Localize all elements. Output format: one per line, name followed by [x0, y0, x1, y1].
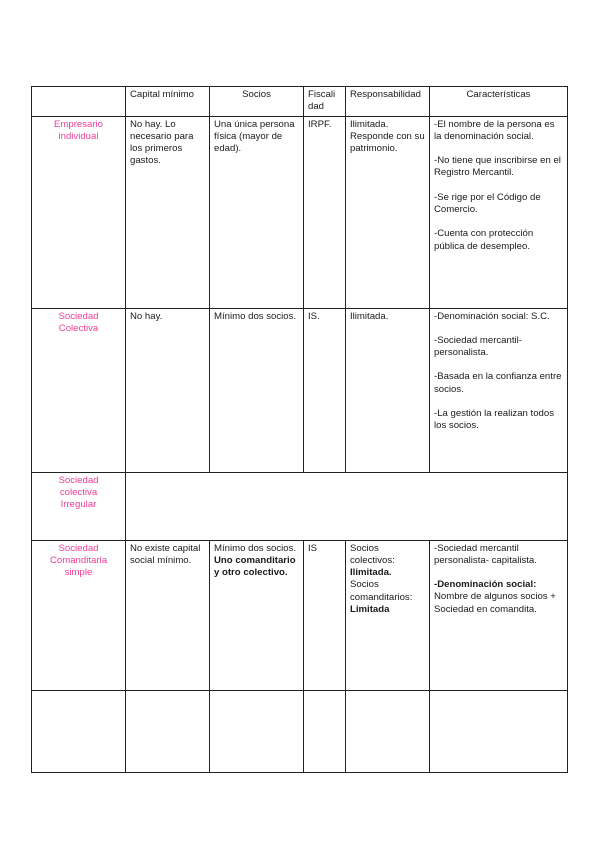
header-fiscalidad-line2: dad	[308, 101, 325, 113]
cell-caracteristicas-colectiva	[430, 308, 568, 472]
caracteristica-item: -No tiene que inscribirse en el Registro Mercantil.	[434, 155, 561, 179]
cell-responsabilidad-colectiva: Ilimitada.	[346, 308, 430, 472]
row-label-colectiva	[32, 308, 126, 472]
caracteristica-item-denominacion	[434, 579, 563, 616]
empty-cell	[210, 690, 304, 772]
cell-socios-empresario: Una única persona física (mayor de edad).	[210, 116, 304, 308]
row-label-irregular-line2: colectiva	[59, 486, 98, 498]
row-label-empresario-line2: individual	[58, 130, 99, 142]
row-label-colectiva-line1: Sociedad	[58, 310, 99, 322]
row-label-irregular-line1: Sociedad	[58, 474, 99, 486]
company-types-table	[31, 86, 568, 773]
caracteristica-item: -Se rige por el Código de Comercio.	[434, 191, 541, 216]
resp-comanditarios-label: Socios comanditarios:	[350, 579, 413, 603]
row-label-comanditaria	[32, 540, 126, 690]
header-fiscalidad	[304, 87, 346, 117]
caracteristica-item: -Denominación social: S.C.	[434, 310, 550, 322]
cell-socios-colectiva: Mínimo dos socios.	[210, 308, 304, 472]
caracteristica-item: -Sociedad mercantil personalista- capitalista.	[434, 542, 537, 566]
resp-comanditarios-value: Limitada	[350, 604, 390, 616]
cell-caracteristicas-empresario	[430, 116, 568, 308]
row-label-colectiva-line2: Colectiva	[58, 322, 99, 334]
row-label-empresario-line1: Empresario	[53, 118, 104, 130]
row-label-comanditaria-line3: simple	[64, 567, 93, 579]
row-label-comanditaria-line2: Comanditaria	[49, 554, 108, 566]
cell-responsabilidad-comanditaria	[346, 540, 430, 690]
row-empty	[32, 690, 568, 772]
denominacion-value: Nombre de algunos socios + Sociedad en comandita.	[434, 591, 556, 615]
header-socios-text: Socios	[242, 89, 271, 100]
caracteristica-item: -El nombre de la persona es la denominación social.	[434, 118, 555, 142]
cell-fiscalidad-colectiva: IS.	[304, 308, 346, 472]
row-label-comanditaria-line1: Sociedad	[58, 542, 99, 554]
cell-irregular-empty	[126, 472, 568, 540]
empty-cell	[32, 690, 126, 772]
header-row	[32, 87, 568, 117]
caracteristica-item: -La gestión la realizan todos los socios.	[434, 408, 554, 432]
cell-capital-colectiva: No hay.	[126, 308, 210, 472]
socios-comanditaria-bold: Uno comanditario y otro colectivo.	[214, 554, 296, 579]
cell-capital-empresario: No hay. Lo necesario para los primeros gastos.	[126, 116, 210, 308]
cell-capital-comanditaria: No existe capital social mínimo.	[126, 540, 210, 690]
cell-caracteristicas-comanditaria	[430, 540, 568, 690]
row-label-irregular-line3: Irregular	[60, 499, 97, 511]
row-irregular	[32, 472, 568, 540]
caracteristica-item: -Basada en la confianza entre socios.	[434, 371, 562, 395]
header-responsabilidad: Responsabilidad	[346, 87, 430, 117]
caracteristica-item: -Cuenta con protección pública de desempleo.	[434, 228, 534, 252]
header-caracteristicas: Características	[430, 87, 568, 117]
cell-fiscalidad-comanditaria: IS	[304, 540, 346, 690]
empty-cell	[430, 690, 568, 772]
cell-responsabilidad-empresario: Ilimitada. Responde con su patrimonio.	[346, 116, 430, 308]
header-fiscalidad-line1: Fiscali	[308, 89, 336, 100]
empty-cell	[126, 690, 210, 772]
header-capital: Capital mínimo	[126, 87, 210, 117]
cell-fiscalidad-empresario: IRPF.	[304, 116, 346, 308]
cell-socios-comanditaria	[210, 540, 304, 690]
resp-colectivos-value: Ilimitada.	[350, 567, 392, 579]
denominacion-label: -Denominación social:	[434, 579, 537, 591]
row-label-empresario	[32, 116, 126, 308]
caracteristica-item: -Sociedad mercantil-personalista.	[434, 334, 522, 359]
row-empresario	[32, 116, 568, 308]
socios-comanditaria-plain: Mínimo dos socios.	[214, 542, 297, 554]
row-label-irregular	[32, 472, 126, 540]
resp-colectivos-label: Socios colectivos:	[350, 542, 395, 566]
row-colectiva	[32, 308, 568, 472]
empty-cell	[346, 690, 430, 772]
header-empty	[32, 87, 126, 117]
header-socios	[210, 87, 304, 117]
row-comanditaria	[32, 540, 568, 690]
empty-cell	[304, 690, 346, 772]
